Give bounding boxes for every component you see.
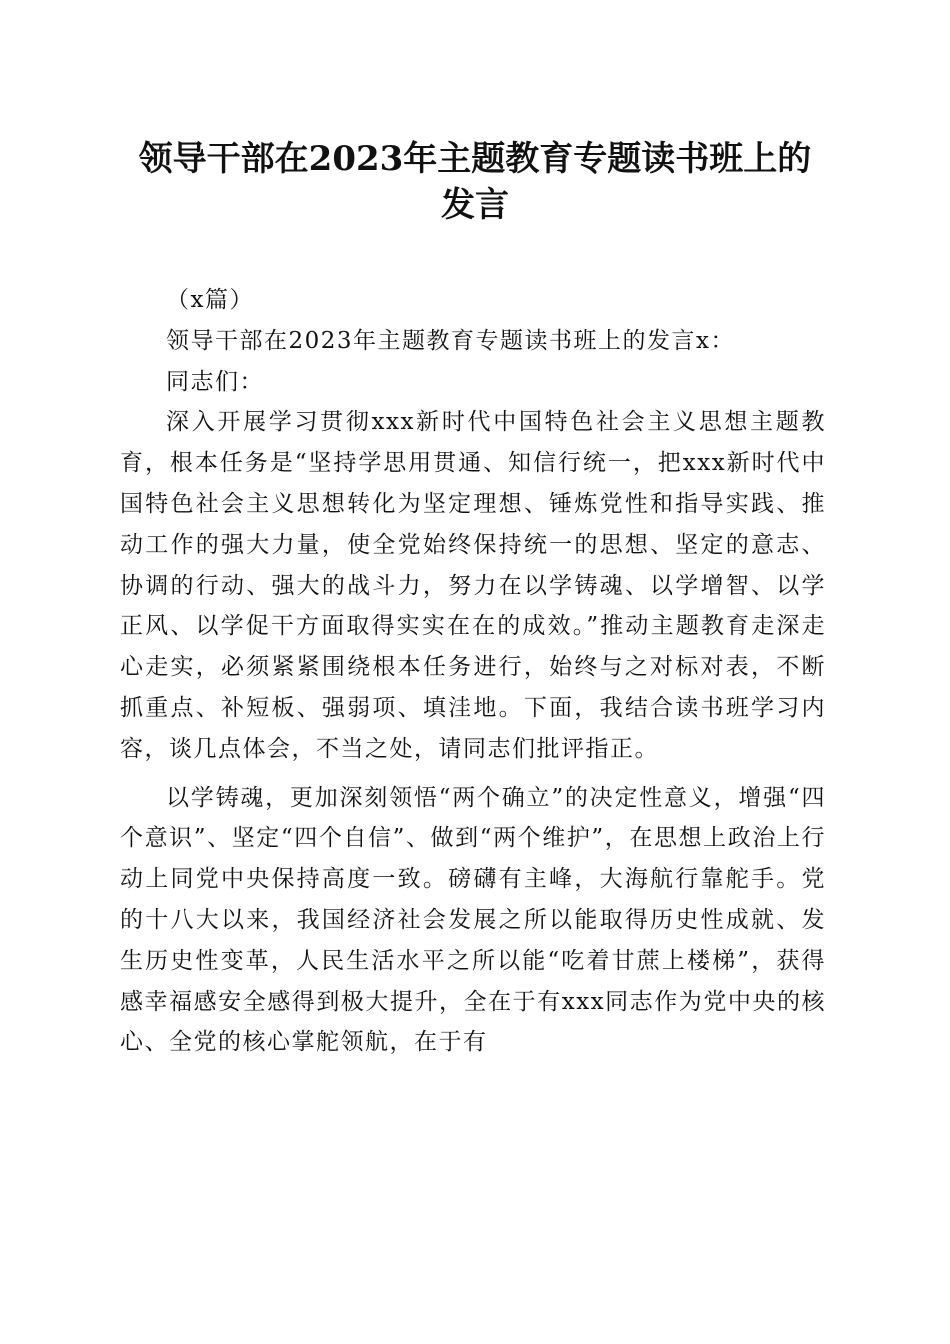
document-title <box>118 136 832 228</box>
paragraph-1: 深入开展学习贯彻xxx新时代中国特色社会主义思想主题教育，根本任务是“坚持学思用贯通、知信行统一，把xxx新时代中国特色社会主义思想转化为坚定理想、锤炼党性和指导实践、推动工作的强大力量，使全党始终保持统一的思想、坚定的意志、协调的行动、强大的战斗力，努力在以学铸魂、以学增智、以学正风、以学促干方面取得实实在在的成效。”推动主题教育走深走心走实，必须紧紧围绕根本任务进行，始终与之对标对表，不断抓重点、补短板、强弱项、填洼地。下面，我结合读书班学习内容，谈几点体会，不当之处，请同志们批评指正。 <box>120 409 826 762</box>
document-body <box>120 280 826 1063</box>
title-line-2: 发言 <box>441 185 509 225</box>
title-line-1: 领导干部在2023年主题教育专题读书班上的 <box>138 139 812 179</box>
speech-subtitle: 领导干部在2023年主题教育专题读书班上的发言x： <box>166 327 736 354</box>
part-marker: （x篇） <box>166 287 254 313</box>
salutation: 同志们： <box>166 368 264 395</box>
paragraph-2: 以学铸魂，更加深刻领悟“两个确立”的决定性意义，增强“四个意识”、坚定“四个自信”、做到“两个维护”，在思想上政治上行动上同党中央保持高度一致。磅礴有主峰，大海航行靠舵手。党的十八大以来，我国经济社会发展之所以能取得历史性成就、发生历史性变革，人民生活水平之所以能“吃着甘蔗上楼梯”，获得感幸福感安全感得到极大提升，全在于有xxx同志作为党中央的核心、全党的核心掌舵领航，在于有 <box>120 784 826 1056</box>
